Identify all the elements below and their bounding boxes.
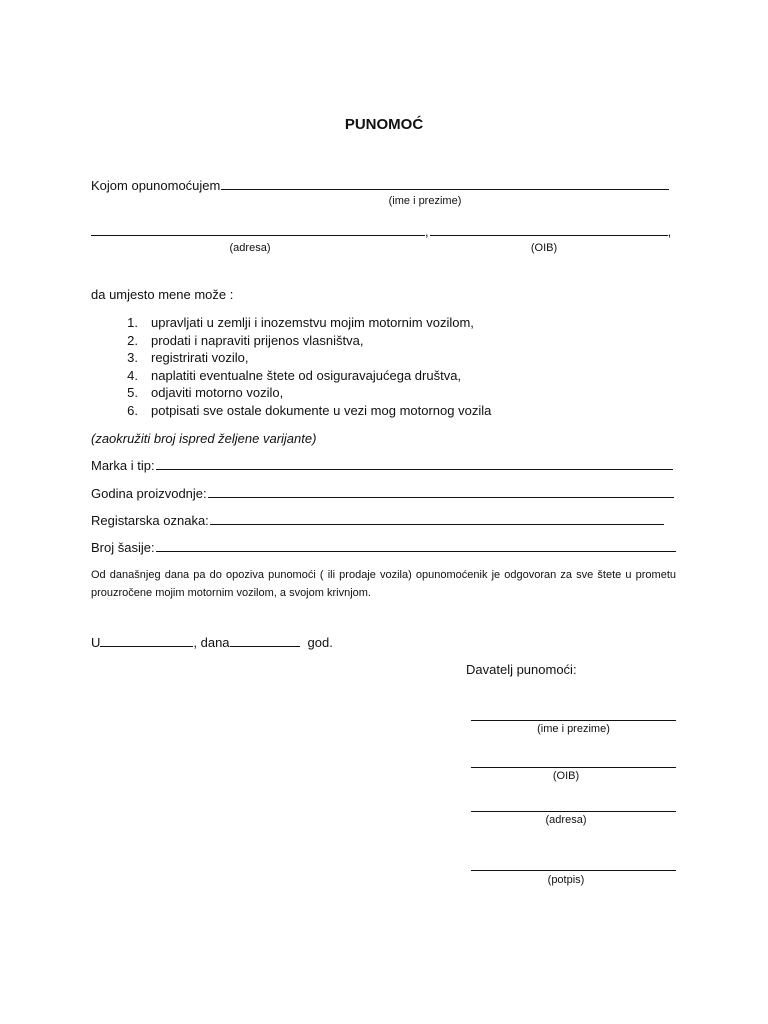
option-item[interactable] [91, 402, 691, 420]
date-blank[interactable] [230, 645, 300, 647]
grantor-signature-blank[interactable] [471, 869, 676, 871]
authorization-intro: da umjesto mene može : [91, 287, 234, 302]
option-text: registrirati vozilo, [151, 350, 249, 366]
make-type-row [91, 458, 673, 473]
make-type-label: Marka i tip: [91, 458, 155, 473]
option-text: naplatiti eventualne štete od osiguravajućega društva, [151, 367, 462, 383]
option-text: odjaviti motorno vozilo, [151, 385, 284, 401]
grantor-address-blank[interactable] [471, 810, 676, 812]
option-number: 4. [127, 367, 138, 383]
registration-label: Registarska oznaka: [91, 513, 209, 528]
oib-caption: (OIB) [530, 242, 558, 254]
place-label: U [91, 635, 101, 650]
grantor-oib-blank[interactable] [471, 766, 676, 768]
options-note: (zaokružiti broj ispred željene varijante) [91, 431, 317, 446]
place-blank[interactable] [100, 645, 193, 647]
option-item[interactable] [91, 314, 691, 332]
year-suffix: god. [307, 635, 333, 650]
chassis-label: Broj šasije: [91, 540, 155, 555]
option-item[interactable] [91, 367, 691, 385]
option-number: 1. [127, 315, 138, 330]
grantor-heading: Davatelj punomoći: [466, 662, 577, 677]
option-number: 3. [127, 350, 138, 366]
grantor-address-caption: (adresa) [545, 814, 587, 826]
grantee-name-row [91, 178, 669, 193]
grantor-signature-caption: (potpis) [547, 874, 585, 886]
option-text: prodati i napraviti prijenos vlasništva, [151, 332, 364, 348]
date-label: , dana [193, 635, 230, 650]
address-comma: , [425, 224, 429, 239]
grantor-name-blank[interactable] [471, 719, 676, 721]
option-item[interactable] [91, 349, 691, 367]
grantee-label: Kojom opunomoćujem [91, 178, 221, 193]
option-item[interactable] [91, 332, 691, 350]
option-text: potpisati sve ostale dokumente u vezi mog motornog vozila [151, 402, 492, 418]
make-type-blank[interactable] [156, 468, 673, 470]
option-number: 2. [127, 332, 138, 348]
place-date-row [91, 635, 333, 650]
year-blank[interactable] [208, 496, 674, 498]
registration-blank[interactable] [210, 523, 664, 525]
chassis-row [91, 540, 676, 555]
liability-notice: Od današnjeg dana pa do opoziva punomoći ( ili prodaje vozila) opunomoćenik je odgovoran za sve štete u prometu prouzročene mojim motornim vozilom, a svojom krivnjom. [91, 569, 676, 599]
option-text: upravljati u zemlji i inozemstvu mojim motornim vozilom, [151, 315, 474, 330]
grantee-address-blank[interactable] [91, 234, 425, 236]
document-title: PUNOMOĆ [344, 116, 424, 133]
option-number: 5. [127, 385, 138, 401]
year-row [91, 486, 674, 501]
grantee-name-blank[interactable] [221, 188, 669, 190]
grantor-oib-caption: (OIB) [552, 770, 580, 782]
grantee-name-caption: (ime i prezime) [388, 195, 462, 207]
grantee-oib-blank[interactable] [430, 234, 668, 236]
authorization-options [91, 314, 691, 420]
grantor-name-caption: (ime i prezime) [537, 723, 610, 735]
address-caption: (adresa) [229, 242, 271, 254]
address-oib-row [91, 224, 671, 239]
year-label: Godina proizvodnje: [91, 486, 207, 501]
oib-comma: , [667, 224, 672, 239]
option-number: 6. [127, 402, 138, 418]
registration-row [91, 513, 664, 528]
option-item[interactable] [91, 384, 691, 402]
chassis-blank[interactable] [156, 550, 676, 552]
